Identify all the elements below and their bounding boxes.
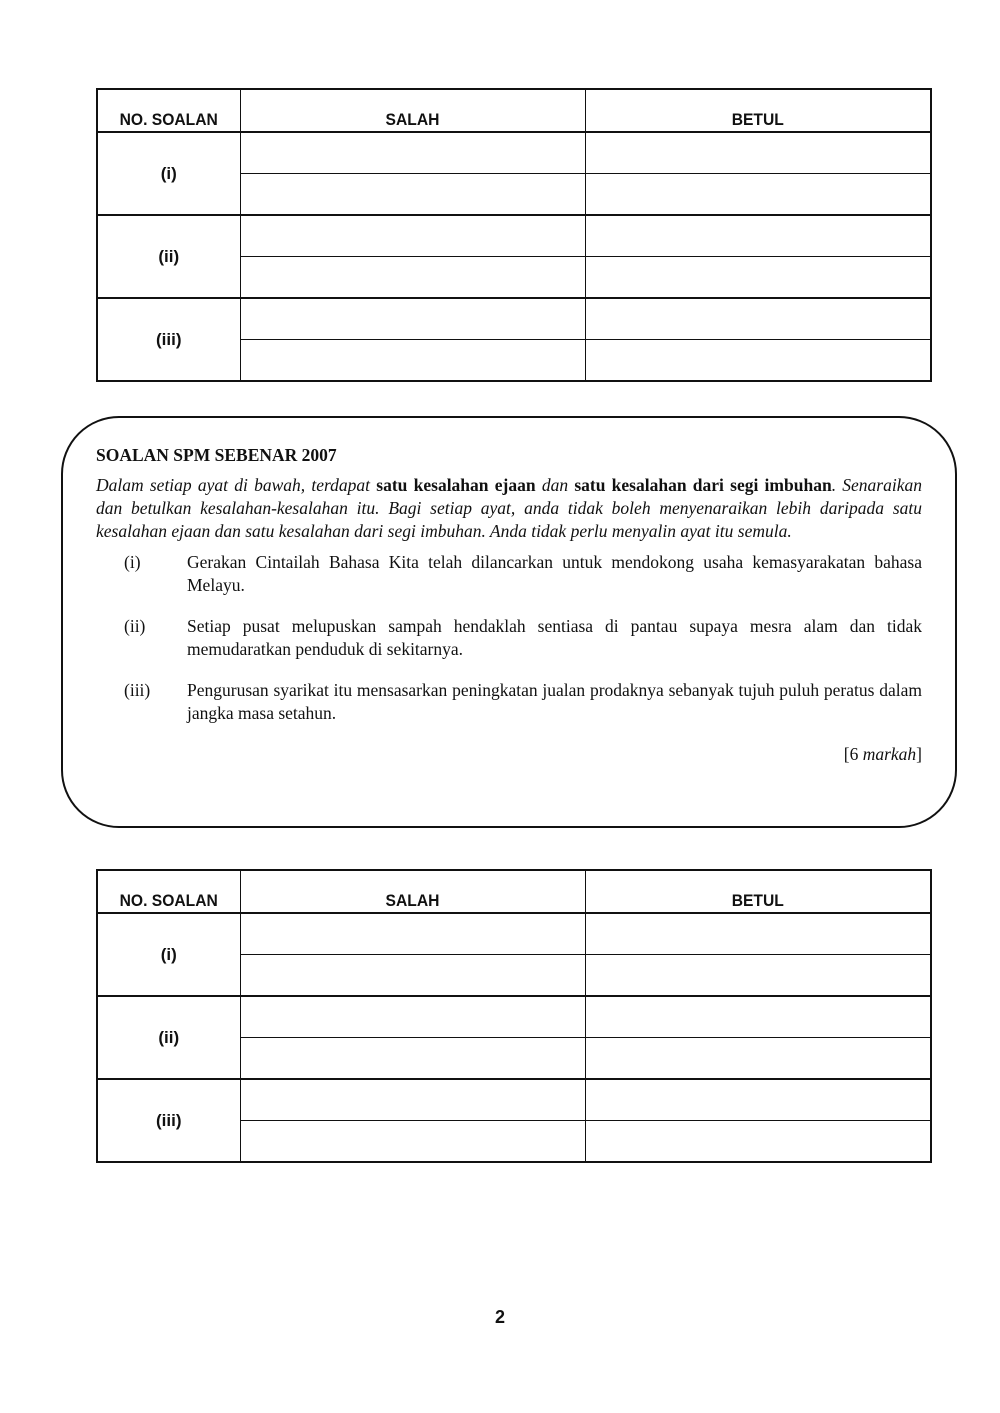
header-no-soalan: NO. SOALAN <box>103 89 235 132</box>
betul-answer-cell[interactable] <box>585 1079 931 1121</box>
question-item <box>96 615 922 661</box>
answer-table-bottom <box>96 869 932 1163</box>
table-row <box>97 996 931 1038</box>
salah-answer-cell[interactable] <box>240 996 585 1038</box>
betul-answer-cell[interactable] <box>585 955 931 997</box>
salah-answer-cell[interactable] <box>240 257 585 299</box>
instructions-bold-text: satu kesalahan dari segi imbuhan <box>574 475 832 495</box>
salah-answer-cell[interactable] <box>240 1079 585 1121</box>
question-item <box>96 679 922 725</box>
question-number-cell: (i) <box>97 132 240 215</box>
table-row <box>97 913 931 955</box>
question-item-number: (ii) <box>124 616 146 636</box>
table-row <box>97 132 931 174</box>
salah-answer-cell[interactable] <box>240 955 585 997</box>
table-header-row <box>97 870 931 913</box>
question-instructions <box>96 474 922 543</box>
answer-table-top <box>96 88 932 382</box>
question-number-cell: (ii) <box>97 996 240 1079</box>
salah-answer-cell[interactable] <box>240 1038 585 1080</box>
question-number-cell: (iii) <box>97 1079 240 1162</box>
table-header-row <box>97 89 931 132</box>
betul-answer-cell[interactable] <box>585 340 931 382</box>
betul-answer-cell[interactable] <box>585 298 931 340</box>
betul-answer-cell[interactable] <box>585 1038 931 1080</box>
question-number-cell: (ii) <box>97 215 240 298</box>
question-item-number: (iii) <box>124 680 151 700</box>
instructions-text: Dalam setiap ayat di bawah, terdapat <box>96 475 377 495</box>
instructions-text: dan <box>535 475 575 495</box>
question-box <box>61 416 957 828</box>
salah-answer-cell[interactable] <box>240 1121 585 1163</box>
salah-answer-cell[interactable] <box>240 174 585 216</box>
marks-label <box>96 743 922 766</box>
page-number: 2 <box>494 1307 505 1327</box>
salah-answer-cell[interactable] <box>240 298 585 340</box>
table-row <box>97 215 931 257</box>
salah-answer-cell[interactable] <box>240 132 585 174</box>
header-betul: BETUL <box>599 870 917 913</box>
question-item-text: Setiap pusat melupuskan sampah hendaklah sentiasa di pantau supaya mesra alam dan tidak memudaratkan penduduk di sekitarnya. <box>187 616 922 659</box>
salah-answer-cell[interactable] <box>240 913 585 955</box>
question-item-text: Pengurusan syarikat itu mensasarkan peningkatan jualan prodaknya sebanyak tujuh puluh peratus dalam jangka masa setahun. <box>187 680 922 723</box>
question-number-cell: (iii) <box>97 298 240 381</box>
header-salah: SALAH <box>254 870 571 913</box>
instructions-bold-text: satu kesalahan ejaan <box>376 475 536 495</box>
betul-answer-cell[interactable] <box>585 174 931 216</box>
salah-answer-cell[interactable] <box>240 215 585 257</box>
salah-answer-cell[interactable] <box>240 340 585 382</box>
header-no-soalan: NO. SOALAN <box>103 870 235 913</box>
question-item <box>96 551 922 597</box>
betul-answer-cell[interactable] <box>585 215 931 257</box>
marks-word: markah <box>862 744 917 764</box>
betul-answer-cell[interactable] <box>585 257 931 299</box>
header-salah: SALAH <box>254 89 571 132</box>
question-item-text: Gerakan Cintailah Bahasa Kita telah dilancarkan untuk mendokong usaha kemasyarakatan bahasa Melayu. <box>187 552 922 595</box>
header-betul: BETUL <box>599 89 917 132</box>
question-title: SOALAN SPM SEBENAR 2007 <box>96 445 337 465</box>
betul-answer-cell[interactable] <box>585 1121 931 1163</box>
betul-answer-cell[interactable] <box>585 132 931 174</box>
table-row <box>97 1079 931 1121</box>
question-item-number: (i) <box>124 552 141 572</box>
marks-open: [6 <box>843 744 863 764</box>
marks-close: ] <box>916 744 922 764</box>
betul-answer-cell[interactable] <box>585 996 931 1038</box>
betul-answer-cell[interactable] <box>585 913 931 955</box>
question-number-cell: (i) <box>97 913 240 996</box>
instructions-text: . Senaraikan dan betulkan kesalahan-kesalahan itu. Bagi setiap ayat, anda tidak boleh menyenaraikan lebih daripada satu kesalahan ejaan dan satu kesalahan dari segi imbuhan. Anda tidak perlu menyalin ayat itu semula. <box>96 475 923 541</box>
table-row <box>97 298 931 340</box>
